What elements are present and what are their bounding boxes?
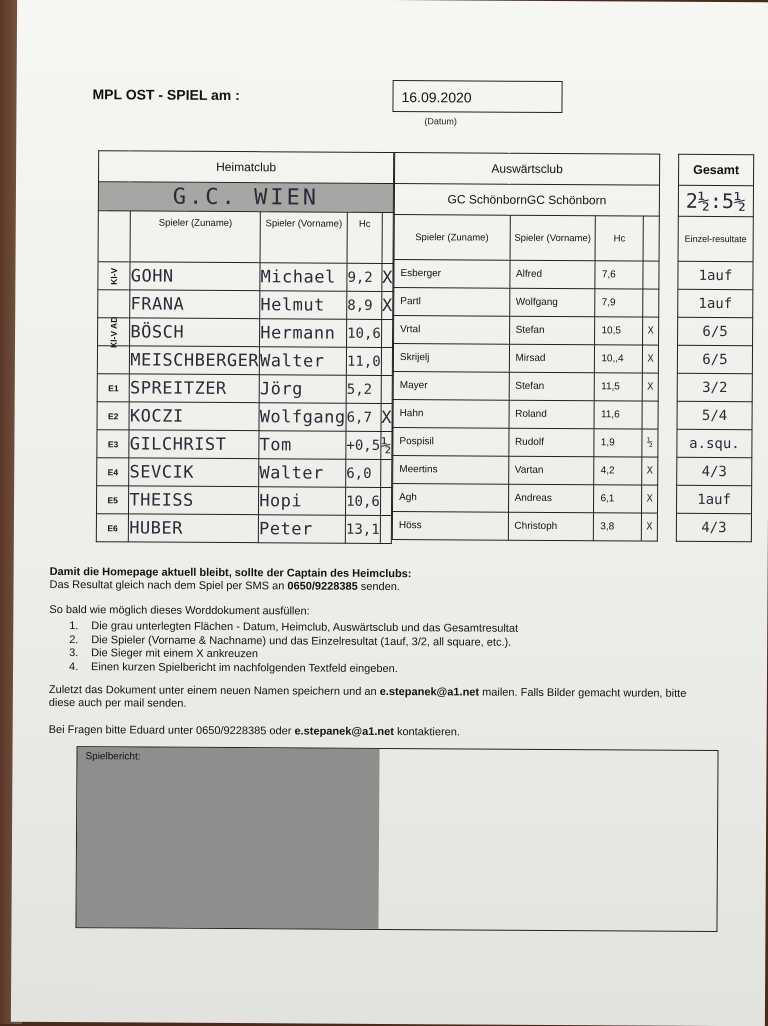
result-row	[677, 401, 752, 429]
home-row-label: E2	[97, 402, 129, 430]
home-row-label	[98, 318, 130, 346]
save-suffix: mailen. Falls Bilder gemacht wurden, bitte diese auch per mail senden.	[48, 686, 687, 710]
sms-suffix: senden.	[357, 580, 400, 594]
date-field[interactable]	[392, 80, 562, 113]
away-player-hc[interactable]: 7,9	[595, 289, 643, 317]
instruction-save	[49, 684, 711, 714]
away-col-first: Spieler (Vorname)	[510, 215, 596, 261]
instruction-number: 1.	[69, 620, 79, 633]
sms-prefix: Das Resultat gleich nach dem Spiel per SMS an	[49, 578, 288, 593]
save-email[interactable]: e.stepanek@a1.net	[379, 685, 480, 699]
instruction-text: Einen kurzen Spielbericht im nachfolgenden Textfeld eingeben.	[91, 660, 398, 675]
home-player-first[interactable]: Walter	[259, 347, 346, 376]
result-row	[678, 261, 753, 289]
home-player-row	[97, 458, 392, 488]
home-player-first[interactable]: Helmut	[260, 291, 347, 320]
home-player-hc[interactable]: 11,0	[346, 347, 381, 375]
home-player-hc[interactable]: 8,9	[347, 291, 382, 319]
home-player-last[interactable]: GOHN	[130, 262, 260, 291]
home-player-first[interactable]: Tom	[259, 431, 346, 460]
page-title: MPL OST - SPIEL am :	[92, 86, 240, 104]
save-prefix: Zuletzt das Dokument unter einem neuen Namen speichern und an	[48, 683, 380, 698]
home-col-last: Spieler (Zuname)	[130, 211, 260, 263]
away-player-hc[interactable]: 7,6	[595, 261, 643, 289]
result-row	[677, 373, 752, 401]
home-player-first[interactable]: Jörg	[259, 375, 346, 404]
instruction-line2: So bald wie möglich dieses Worddokument ausfüllen:	[49, 603, 310, 618]
away-player-row	[393, 428, 658, 458]
home-player-row	[98, 290, 393, 320]
away-winner-mark[interactable]	[643, 289, 659, 317]
home-player-first[interactable]: Hopi	[259, 487, 346, 516]
away-player-hc[interactable]: 11,6	[594, 401, 642, 429]
home-row-label	[97, 346, 129, 374]
single-result[interactable]: 6/5	[677, 345, 752, 373]
instruction-block-1	[50, 566, 412, 594]
questions-suffix: kontaktieren.	[393, 726, 460, 739]
instruction-text: Die Sieger mit einem X ankreuzen	[91, 647, 259, 661]
away-player-last[interactable]: Mayer	[393, 372, 509, 401]
home-row-label	[98, 262, 130, 290]
date-value: 16.09.2020	[401, 89, 472, 106]
home-player-last[interactable]: HUBER	[129, 514, 259, 543]
away-player-first[interactable]: Stefan	[509, 372, 595, 401]
home-player-first[interactable]: Walter	[259, 459, 346, 488]
instruction-number: 4.	[69, 660, 79, 673]
total-col-header: Einzel-resultate	[678, 216, 753, 261]
home-player-last[interactable]: SPREITZER	[129, 374, 259, 403]
home-label-header	[98, 211, 131, 262]
home-player-first[interactable]: Hermann	[260, 319, 347, 348]
away-winner-mark[interactable]: ½	[642, 429, 658, 457]
home-winner-mark[interactable]	[380, 515, 391, 543]
away-club-table	[392, 152, 660, 542]
home-player-row	[97, 402, 392, 432]
single-result[interactable]: 4/3	[677, 457, 752, 485]
home-row-label: E4	[97, 458, 129, 486]
single-result[interactable]: 1auf	[678, 289, 753, 317]
home-row-label: E3	[97, 430, 129, 458]
away-player-first[interactable]: Mirsad	[509, 344, 595, 373]
home-player-last[interactable]: MEISCHBERGER	[130, 346, 260, 375]
home-col-mark	[382, 212, 394, 263]
report-textbox[interactable]	[75, 746, 718, 932]
home-player-first[interactable]: Peter	[258, 515, 345, 544]
away-player-hc[interactable]: 10,5	[595, 317, 643, 345]
home-col-hc: Hc	[347, 212, 382, 263]
instruction-number: 3.	[69, 647, 79, 660]
away-winner-mark[interactable]	[642, 401, 658, 429]
home-player-last[interactable]: GILCHRIST	[129, 430, 259, 459]
away-player-hc[interactable]: 11,5	[595, 373, 643, 401]
home-player-hc[interactable]: 10,6	[347, 319, 382, 347]
single-result[interactable]: 6/5	[678, 317, 753, 345]
result-row	[676, 513, 751, 541]
home-player-hc[interactable]: 9,2	[347, 263, 382, 291]
home-player-hc[interactable]: 6,7	[346, 403, 381, 431]
away-player-last[interactable]: Meertins	[393, 456, 509, 485]
result-row	[677, 457, 752, 485]
home-winner-mark[interactable]	[380, 459, 391, 487]
single-result[interactable]: 4/3	[676, 513, 751, 541]
report-label: Spielbericht:	[85, 751, 141, 763]
home-player-hc[interactable]: +0,5	[346, 431, 381, 459]
home-player-hc[interactable]: 5,2	[346, 375, 381, 403]
instruction-list	[69, 620, 518, 677]
home-club-heading: Heimatclub	[99, 151, 394, 184]
result-row	[678, 317, 753, 345]
home-club-name[interactable]: G.C. WIEN	[98, 182, 393, 213]
away-player-first[interactable]: Rudolf	[508, 428, 594, 457]
home-player-row	[98, 318, 393, 348]
home-row-label: E6	[96, 514, 128, 542]
away-player-hc[interactable]: 3,8	[594, 513, 642, 541]
instruction-heading: Damit die Homepage aktuell bleibt, sollte der Captain des Heimclubs:	[49, 565, 412, 581]
away-player-row	[394, 260, 659, 290]
home-player-row	[96, 514, 391, 544]
instruction-text: Die Spieler (Vorname & Nachname) und das Einzelresultat (1auf, 3/2, all square, etc.).	[91, 633, 512, 649]
home-row-label-text: Kl-V AD	[108, 316, 119, 348]
away-player-last[interactable]: Agh	[393, 484, 509, 513]
report-grey-area	[76, 747, 379, 929]
home-row-label: E5	[96, 486, 128, 514]
home-winner-mark[interactable]	[381, 347, 392, 375]
away-player-row	[394, 316, 659, 346]
home-club-table	[96, 150, 394, 544]
away-player-hc[interactable]: 6,1	[594, 485, 642, 513]
single-result[interactable]: 3/2	[677, 373, 752, 401]
home-player-last[interactable]: SEVCIK	[129, 458, 259, 487]
away-player-row	[394, 288, 659, 318]
home-player-first[interactable]: Michael	[260, 263, 347, 292]
home-player-row	[96, 486, 391, 516]
away-player-first[interactable]: Vartan	[508, 456, 594, 485]
single-result[interactable]: 5/4	[677, 401, 752, 429]
home-col-first: Spieler (Vorname)	[260, 212, 347, 264]
home-winner-mark[interactable]	[381, 319, 392, 347]
questions-email[interactable]: e.stepanek@a1.net	[294, 725, 394, 739]
home-player-row	[97, 374, 392, 404]
away-player-row	[392, 512, 657, 542]
away-player-last[interactable]: Partl	[394, 288, 510, 317]
away-player-first[interactable]: Andreas	[508, 484, 594, 513]
instruction-item	[69, 661, 518, 677]
total-table	[676, 154, 754, 542]
total-score[interactable]: 2½:5½	[678, 185, 753, 216]
away-player-row	[393, 344, 658, 374]
home-player-first[interactable]: Wolfgang	[259, 403, 346, 432]
single-result[interactable]: a.squ.	[677, 429, 752, 457]
home-winner-mark[interactable]	[380, 487, 391, 515]
away-winner-mark[interactable]: X	[642, 485, 658, 513]
away-col-last: Spieler (Zuname)	[394, 215, 510, 261]
away-player-row	[393, 456, 658, 486]
away-winner-mark[interactable]: X	[642, 457, 658, 485]
result-row	[677, 345, 752, 373]
away-player-row	[393, 372, 658, 402]
away-winner-mark[interactable]: X	[641, 513, 657, 541]
away-winner-mark[interactable]: X	[642, 373, 658, 401]
away-player-last[interactable]: Hahn	[393, 400, 509, 429]
away-winner-mark[interactable]: X	[642, 345, 658, 373]
away-player-hc[interactable]: 1,9	[594, 429, 642, 457]
home-player-row	[98, 262, 393, 292]
away-winner-mark[interactable]: X	[643, 317, 659, 345]
date-caption: (Datum)	[424, 116, 457, 127]
home-player-last[interactable]: FRANA	[130, 290, 260, 319]
away-player-last[interactable]: Vrtal	[394, 316, 510, 345]
result-row	[677, 429, 752, 457]
scoresheet-paper	[11, 0, 768, 1026]
away-player-first[interactable]: Alfred	[509, 260, 595, 289]
home-player-last[interactable]: BÖSCH	[130, 318, 260, 347]
home-player-last[interactable]: KOCZI	[129, 402, 259, 431]
away-col-mark	[643, 216, 659, 261]
home-row-label: E1	[97, 374, 129, 402]
away-player-hc[interactable]: 4,2	[594, 457, 642, 485]
away-club-heading: Auswärtsclub	[395, 153, 660, 186]
instruction-sms	[50, 579, 412, 594]
away-player-last[interactable]: Höss	[392, 512, 508, 541]
sms-phone: 0650/9228385	[287, 580, 358, 593]
home-player-last[interactable]: THEISS	[129, 486, 259, 515]
instruction-number: 2.	[69, 633, 79, 646]
away-player-last[interactable]: Esberger	[394, 260, 510, 289]
away-player-first[interactable]: Wolfgang	[509, 288, 595, 317]
questions-prefix: Bei Fragen bitte Eduard unter 0650/9228385 oder	[48, 723, 295, 738]
home-player-hc[interactable]: 10,6	[346, 487, 381, 515]
result-row	[678, 289, 753, 317]
away-club-name[interactable]: GC SchönbornGC Schönborn	[394, 184, 659, 217]
home-player-row	[97, 430, 392, 460]
home-player-row	[97, 346, 392, 376]
home-winner-mark[interactable]	[381, 375, 392, 403]
instruction-questions	[49, 724, 460, 740]
instruction-text: Die grau unterlegten Flächen - Datum, Heimclub, Auswärtsclub und das Gesamtresultat	[91, 620, 519, 635]
away-player-row	[393, 400, 658, 430]
away-player-hc[interactable]: 10,,4	[595, 345, 643, 373]
single-result[interactable]: 1auf	[676, 485, 751, 513]
home-winner-mark[interactable]: X	[381, 291, 392, 319]
home-player-hc[interactable]: 13,1	[345, 515, 380, 543]
home-winner-mark[interactable]: X	[382, 263, 393, 291]
away-player-first[interactable]: Christoph	[508, 512, 594, 541]
away-player-first[interactable]: Stefan	[509, 316, 595, 345]
single-result[interactable]: 1auf	[678, 261, 753, 289]
home-player-hc[interactable]: 6,0	[346, 459, 381, 487]
away-player-row	[393, 484, 658, 514]
away-winner-mark[interactable]	[643, 261, 659, 289]
away-player-last[interactable]: Skrijelj	[393, 344, 509, 373]
away-player-last[interactable]: Pospisil	[393, 428, 509, 457]
home-winner-mark[interactable]: X	[381, 403, 392, 431]
home-winner-mark[interactable]: ½	[381, 431, 392, 459]
total-heading: Gesamt	[679, 154, 754, 185]
home-row-label-text: Kl-V	[109, 267, 120, 285]
away-col-hc: Hc	[595, 216, 643, 261]
away-player-first[interactable]: Roland	[509, 400, 595, 429]
result-row	[676, 485, 751, 513]
home-row-label	[98, 290, 130, 318]
